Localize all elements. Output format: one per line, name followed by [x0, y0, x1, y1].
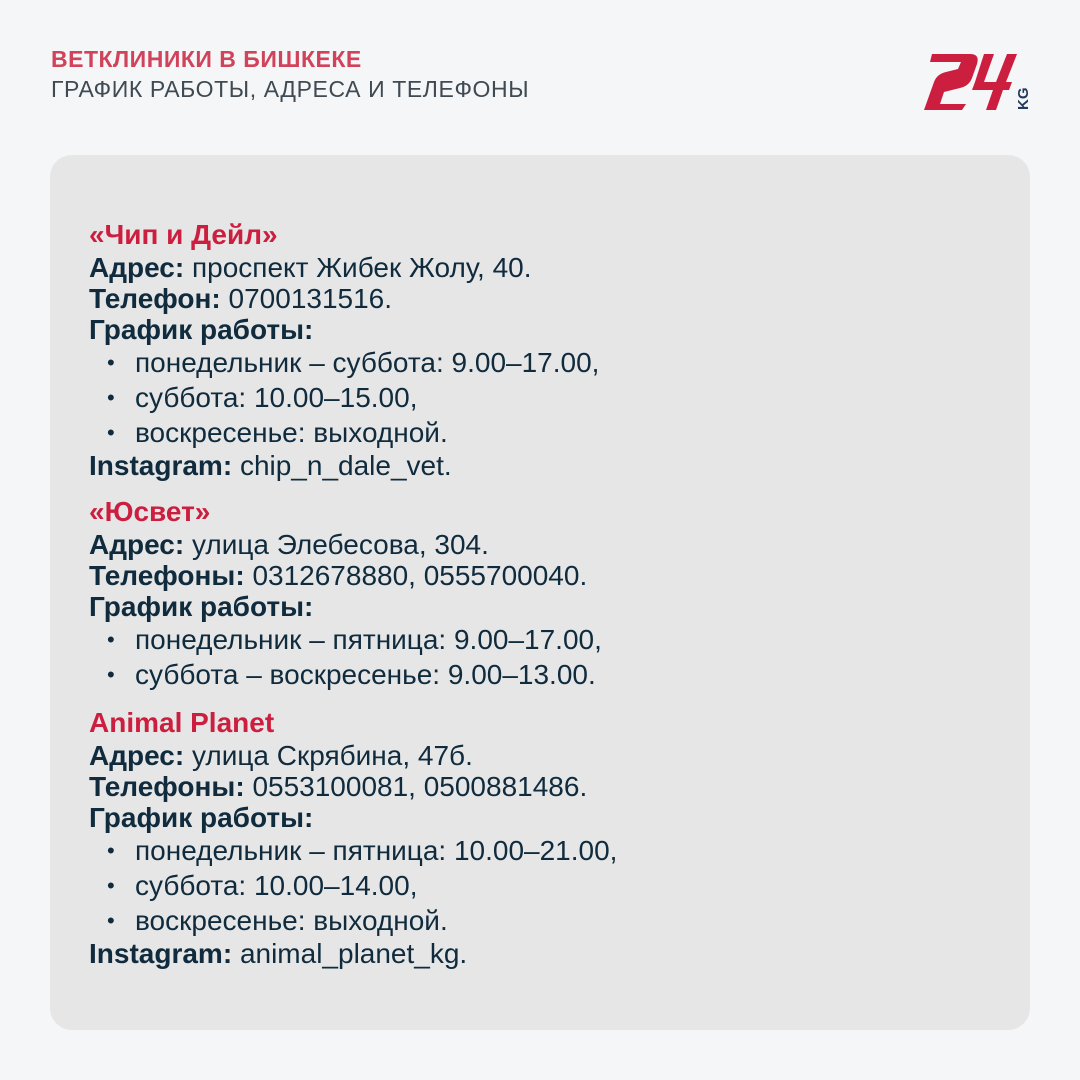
address-line-value: улица Скрябина, 47б.	[191, 740, 473, 771]
hours-text: понедельник – пятница: 9.00–17.00,	[135, 624, 602, 655]
hours-text: суббота: 10.00–15.00,	[135, 382, 418, 413]
list-item	[89, 345, 989, 380]
clinic-name: «Юсвет»	[89, 496, 211, 527]
hours-text: суббота: 10.00–14.00,	[135, 870, 418, 901]
hours-list	[89, 622, 989, 692]
address-line-label: Адрес:	[89, 252, 185, 283]
phone-line-label: Телефоны:	[89, 560, 245, 591]
bullet-icon: •	[107, 385, 115, 410]
clinic-name: «Чип и Дейл»	[89, 219, 278, 250]
hours-text: понедельник – пятница: 10.00–21.00,	[135, 835, 618, 866]
bullet-icon: •	[107, 838, 115, 863]
hours-heading-label: График работы:	[89, 591, 314, 622]
hours-heading-label: График работы:	[89, 802, 314, 833]
address-line-value: проспект Жибек Жолу, 40.	[191, 252, 532, 283]
list-item	[89, 622, 989, 657]
instagram-line-label: Instagram:	[89, 450, 233, 481]
bullet-icon: •	[107, 662, 115, 687]
phone-line-label: Телефоны:	[89, 771, 245, 802]
hours-heading	[89, 802, 989, 833]
phone-line	[89, 560, 989, 591]
phone-line	[89, 283, 989, 314]
bullet-icon: •	[107, 873, 115, 898]
address-line	[89, 252, 989, 283]
instagram-line	[89, 450, 989, 481]
instagram-line-value: chip_n_dale_vet.	[239, 450, 452, 481]
bullet-icon: •	[107, 350, 115, 375]
phone-line-label: Телефон:	[89, 283, 221, 314]
header	[51, 44, 529, 104]
phone-line-value: 0700131516.	[228, 283, 393, 314]
page-subtitle: ГРАФИК РАБОТЫ, АДРЕСА И ТЕЛЕФОНЫ	[51, 76, 530, 102]
hours-text: суббота – воскресенье: 9.00–13.00.	[135, 659, 596, 690]
list-item	[89, 415, 989, 450]
instagram-line	[89, 938, 989, 969]
hours-text: воскресенье: выходной.	[135, 417, 448, 448]
list-item	[89, 833, 989, 868]
bullet-icon: •	[107, 908, 115, 933]
address-line	[89, 529, 989, 560]
hours-heading	[89, 591, 989, 622]
hours-heading	[89, 314, 989, 345]
hours-heading-label: График работы:	[89, 314, 314, 345]
logo-24kg	[922, 48, 1034, 112]
phone-line-value: 0312678880, 0555700040.	[252, 560, 588, 591]
clinic-block	[89, 495, 989, 692]
list-item	[89, 380, 989, 415]
clinic-name: Animal Planet	[89, 707, 275, 738]
address-line	[89, 740, 989, 771]
hours-text: воскресенье: выходной.	[135, 905, 448, 936]
logo-suffix: KG	[1015, 87, 1032, 110]
clinic-block	[89, 706, 989, 969]
phone-line-value: 0553100081, 0500881486.	[252, 771, 588, 802]
address-line-value: улица Элебесова, 304.	[191, 529, 489, 560]
hours-list	[89, 345, 989, 450]
address-line-label: Адрес:	[89, 740, 185, 771]
list-item	[89, 868, 989, 903]
address-line-label: Адрес:	[89, 529, 185, 560]
phone-line	[89, 771, 989, 802]
bullet-icon: •	[107, 627, 115, 652]
hours-text: понедельник – суббота: 9.00–17.00,	[135, 347, 600, 378]
hours-list	[89, 833, 989, 938]
clinics-list	[89, 218, 989, 983]
list-item	[89, 903, 989, 938]
instagram-line-label: Instagram:	[89, 938, 233, 969]
page-title: ВЕТКЛИНИКИ В БИШКЕКЕ	[51, 46, 362, 72]
clinic-block	[89, 218, 989, 481]
list-item	[89, 657, 989, 692]
bullet-icon: •	[107, 420, 115, 445]
instagram-line-value: animal_planet_kg.	[239, 938, 468, 969]
